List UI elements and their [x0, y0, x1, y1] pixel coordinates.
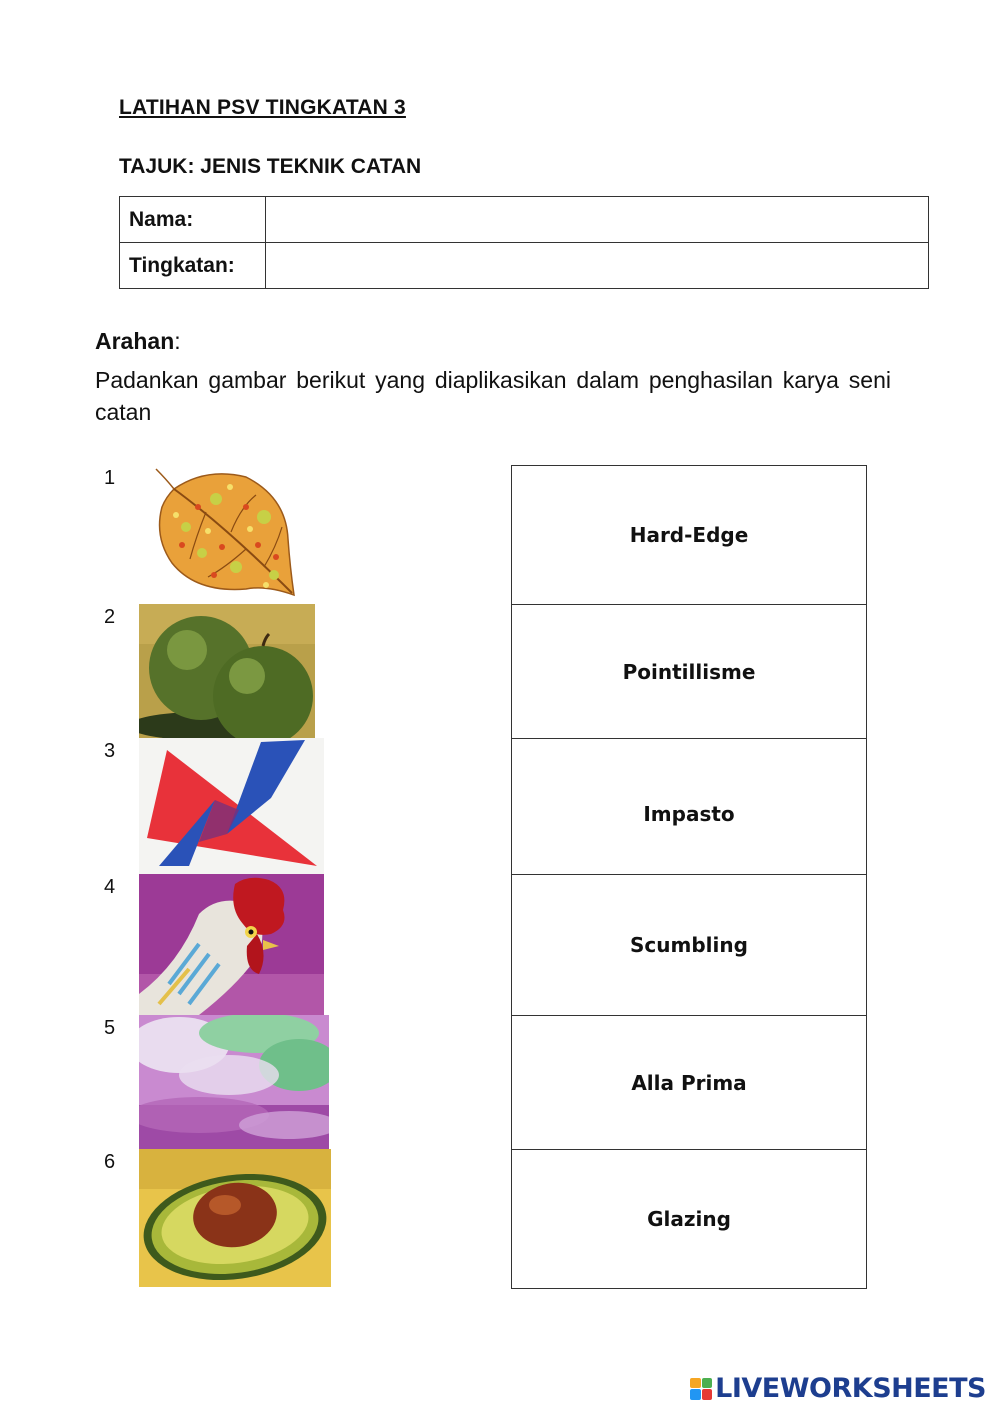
- item-number-1: 1: [104, 467, 116, 489]
- rooster-impasto-image[interactable]: [139, 874, 324, 1015]
- item-number-4: 4: [104, 876, 116, 898]
- logo-square-4: [702, 1389, 713, 1400]
- liveworksheets-text: LIVEWORKSHEETS: [715, 1373, 986, 1404]
- item-number-2: 2: [104, 606, 116, 628]
- worksheet-title: LATIHAN PSV TINGKATAN 3: [119, 96, 406, 119]
- name-row: [120, 197, 929, 243]
- name-cell: [266, 197, 929, 243]
- logo-square-2: [702, 1378, 713, 1389]
- item-number-3: 3: [104, 740, 116, 762]
- answer-pointillisme[interactable]: Pointillisme: [512, 605, 866, 739]
- logo-square-1: [690, 1378, 701, 1389]
- item-number-5: 5: [104, 1017, 116, 1039]
- class-cell: [266, 243, 929, 289]
- class-row: [120, 243, 929, 289]
- red-blue-shapes-image[interactable]: [139, 738, 324, 874]
- answer-list: [511, 465, 867, 1289]
- instructions-colon: :: [174, 328, 181, 354]
- answer-impasto[interactable]: Impasto: [512, 739, 866, 875]
- name-label: Nama:: [120, 197, 266, 243]
- logo-square-3: [690, 1389, 701, 1400]
- answer-scumbling[interactable]: Scumbling: [512, 875, 866, 1016]
- class-label: Tingkatan:: [120, 243, 266, 289]
- liveworksheets-logo-icon: [690, 1378, 712, 1400]
- liveworksheets-branding: [690, 1373, 986, 1404]
- purple-green-clouds-image[interactable]: [139, 1015, 329, 1149]
- green-apples-image[interactable]: [139, 604, 315, 738]
- student-info-table: [119, 196, 929, 289]
- leaf-pointillism-image[interactable]: [146, 467, 298, 599]
- instructions-heading: Arahan: [95, 328, 175, 354]
- item-number-6: 6: [104, 1151, 116, 1173]
- answer-alla-prima[interactable]: Alla Prima: [512, 1016, 866, 1150]
- instructions-heading-line: [95, 328, 181, 355]
- avocado-image[interactable]: [139, 1149, 331, 1287]
- answer-hard-edge[interactable]: Hard-Edge: [512, 466, 866, 605]
- worksheet-subtitle: TAJUK: JENIS TEKNIK CATAN: [119, 155, 422, 178]
- class-input[interactable]: [266, 244, 928, 288]
- name-input[interactable]: [266, 198, 928, 242]
- answer-glazing[interactable]: Glazing: [647, 1207, 731, 1231]
- instructions-text: Padankan gambar berikut yang diaplikasikan dalam penghasilan karya seni catan: [95, 367, 891, 425]
